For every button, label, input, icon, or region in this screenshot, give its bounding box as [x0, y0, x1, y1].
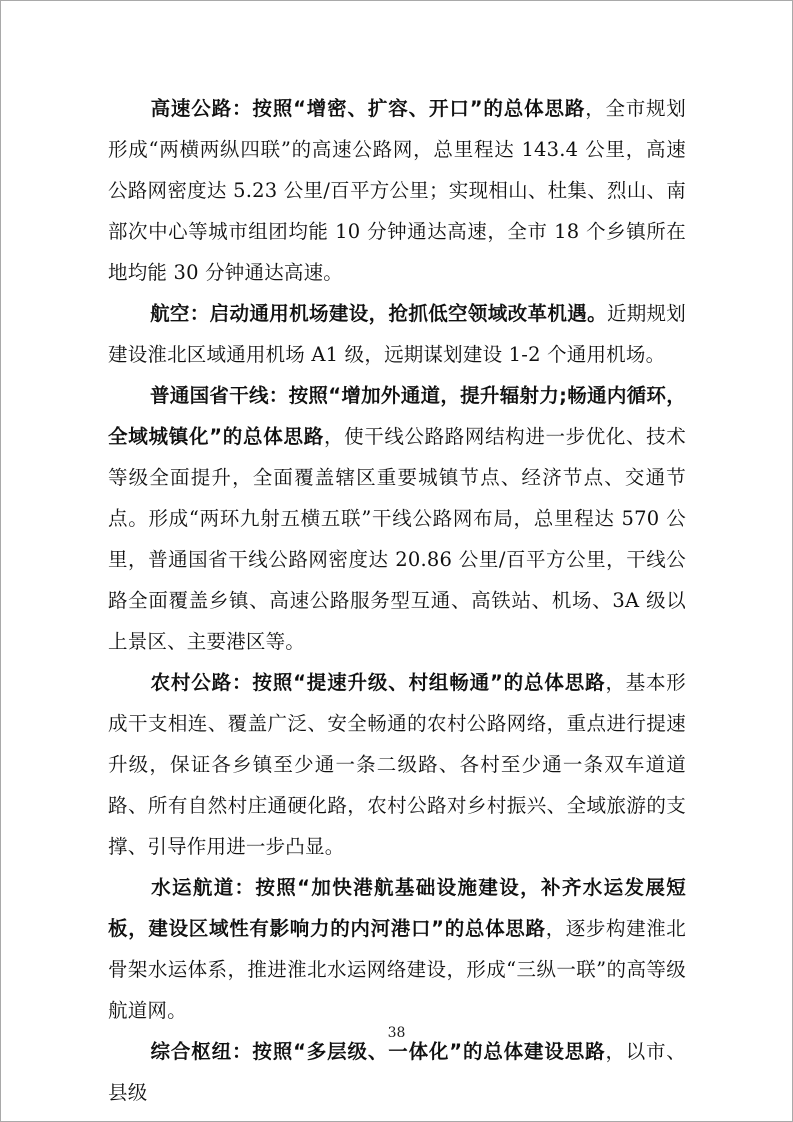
paragraph-lead: 高速公路：按照“增密、扩容、开口”的总体思路 [150, 97, 586, 120]
paragraph-body: ，使干线公路路网结构进一步优化、技术等级全面提升，全面覆盖辖区重要城镇节点、经济节点、交通节点。形成“两环九射五横五联”干线公路网布局，总里程达 570 公里，普通国省干线公路网密度达 20.86 公里/百平方公里，干线公路全面覆盖乡镇、高速公路服务型互通、高铁站、机场、3A 级以上景区、主要港区等。 [108, 425, 686, 653]
paragraph-body: ，逐步构建淮北骨架水运体系，推进淮北水运网络建设，形成“三纵一联”的高等级航道网。 [108, 917, 686, 1022]
paragraph-lead: 普通国省干线：按照“增加外通道，提升辐射力;畅通内循环，全域城镇化”的总体思路 [108, 384, 687, 448]
paragraph-integrated-hub [108, 1031, 686, 1113]
page-content [108, 88, 686, 1113]
paragraph-waterway [108, 867, 686, 1031]
paragraph-body: ，全市规划形成“两横两纵四联”的高速公路网，总里程达 143.4 公里，高速公路网密度达 5.23 公里/百平方公里；实现相山、杜集、烈山、南部次中心等城市组团均能 10 分钟通达高速，全市 18 个乡镇所在地均能 30 分钟通达高速。 [108, 97, 686, 284]
paragraph-lead: 综合枢纽：按照“多层级、一体化”的总体建设思路 [150, 1040, 606, 1063]
paragraph-lead: 航空：启动通用机场建设，抢抓低空领域改革机遇。 [150, 302, 607, 325]
paragraph-highway [108, 88, 686, 293]
paragraph-body: ，以市、县级 [108, 1040, 686, 1104]
paragraph-rural-roads [108, 662, 686, 867]
paragraph-body: ，基本形成干支相连、覆盖广泛、安全畅通的农村公路网络，重点进行提速升级，保证各乡镇至少通一条二级路、各村至少通一条双车道道路、所有自然村庄通硬化路，农村公路对乡村振兴、全域旅游的支撑、引导作用进一步凸显。 [108, 671, 686, 858]
paragraph-national-provincial-trunk [108, 375, 686, 662]
paragraph-lead: 农村公路：按照“提速升级、村组畅通”的总体思路 [150, 671, 606, 694]
paragraph-aviation [108, 293, 686, 375]
page-number: 38 [387, 1025, 406, 1041]
paragraph-body: 近期规划建设淮北区域通用机场 A1 级，远期谋划建设 1-2 个通用机场。 [108, 302, 686, 366]
paragraph-lead: 水运航道：按照“加快港航基础设施建设，补齐水运发展短板，建设区域性有影响力的内河港口”的总体思路 [108, 876, 686, 940]
